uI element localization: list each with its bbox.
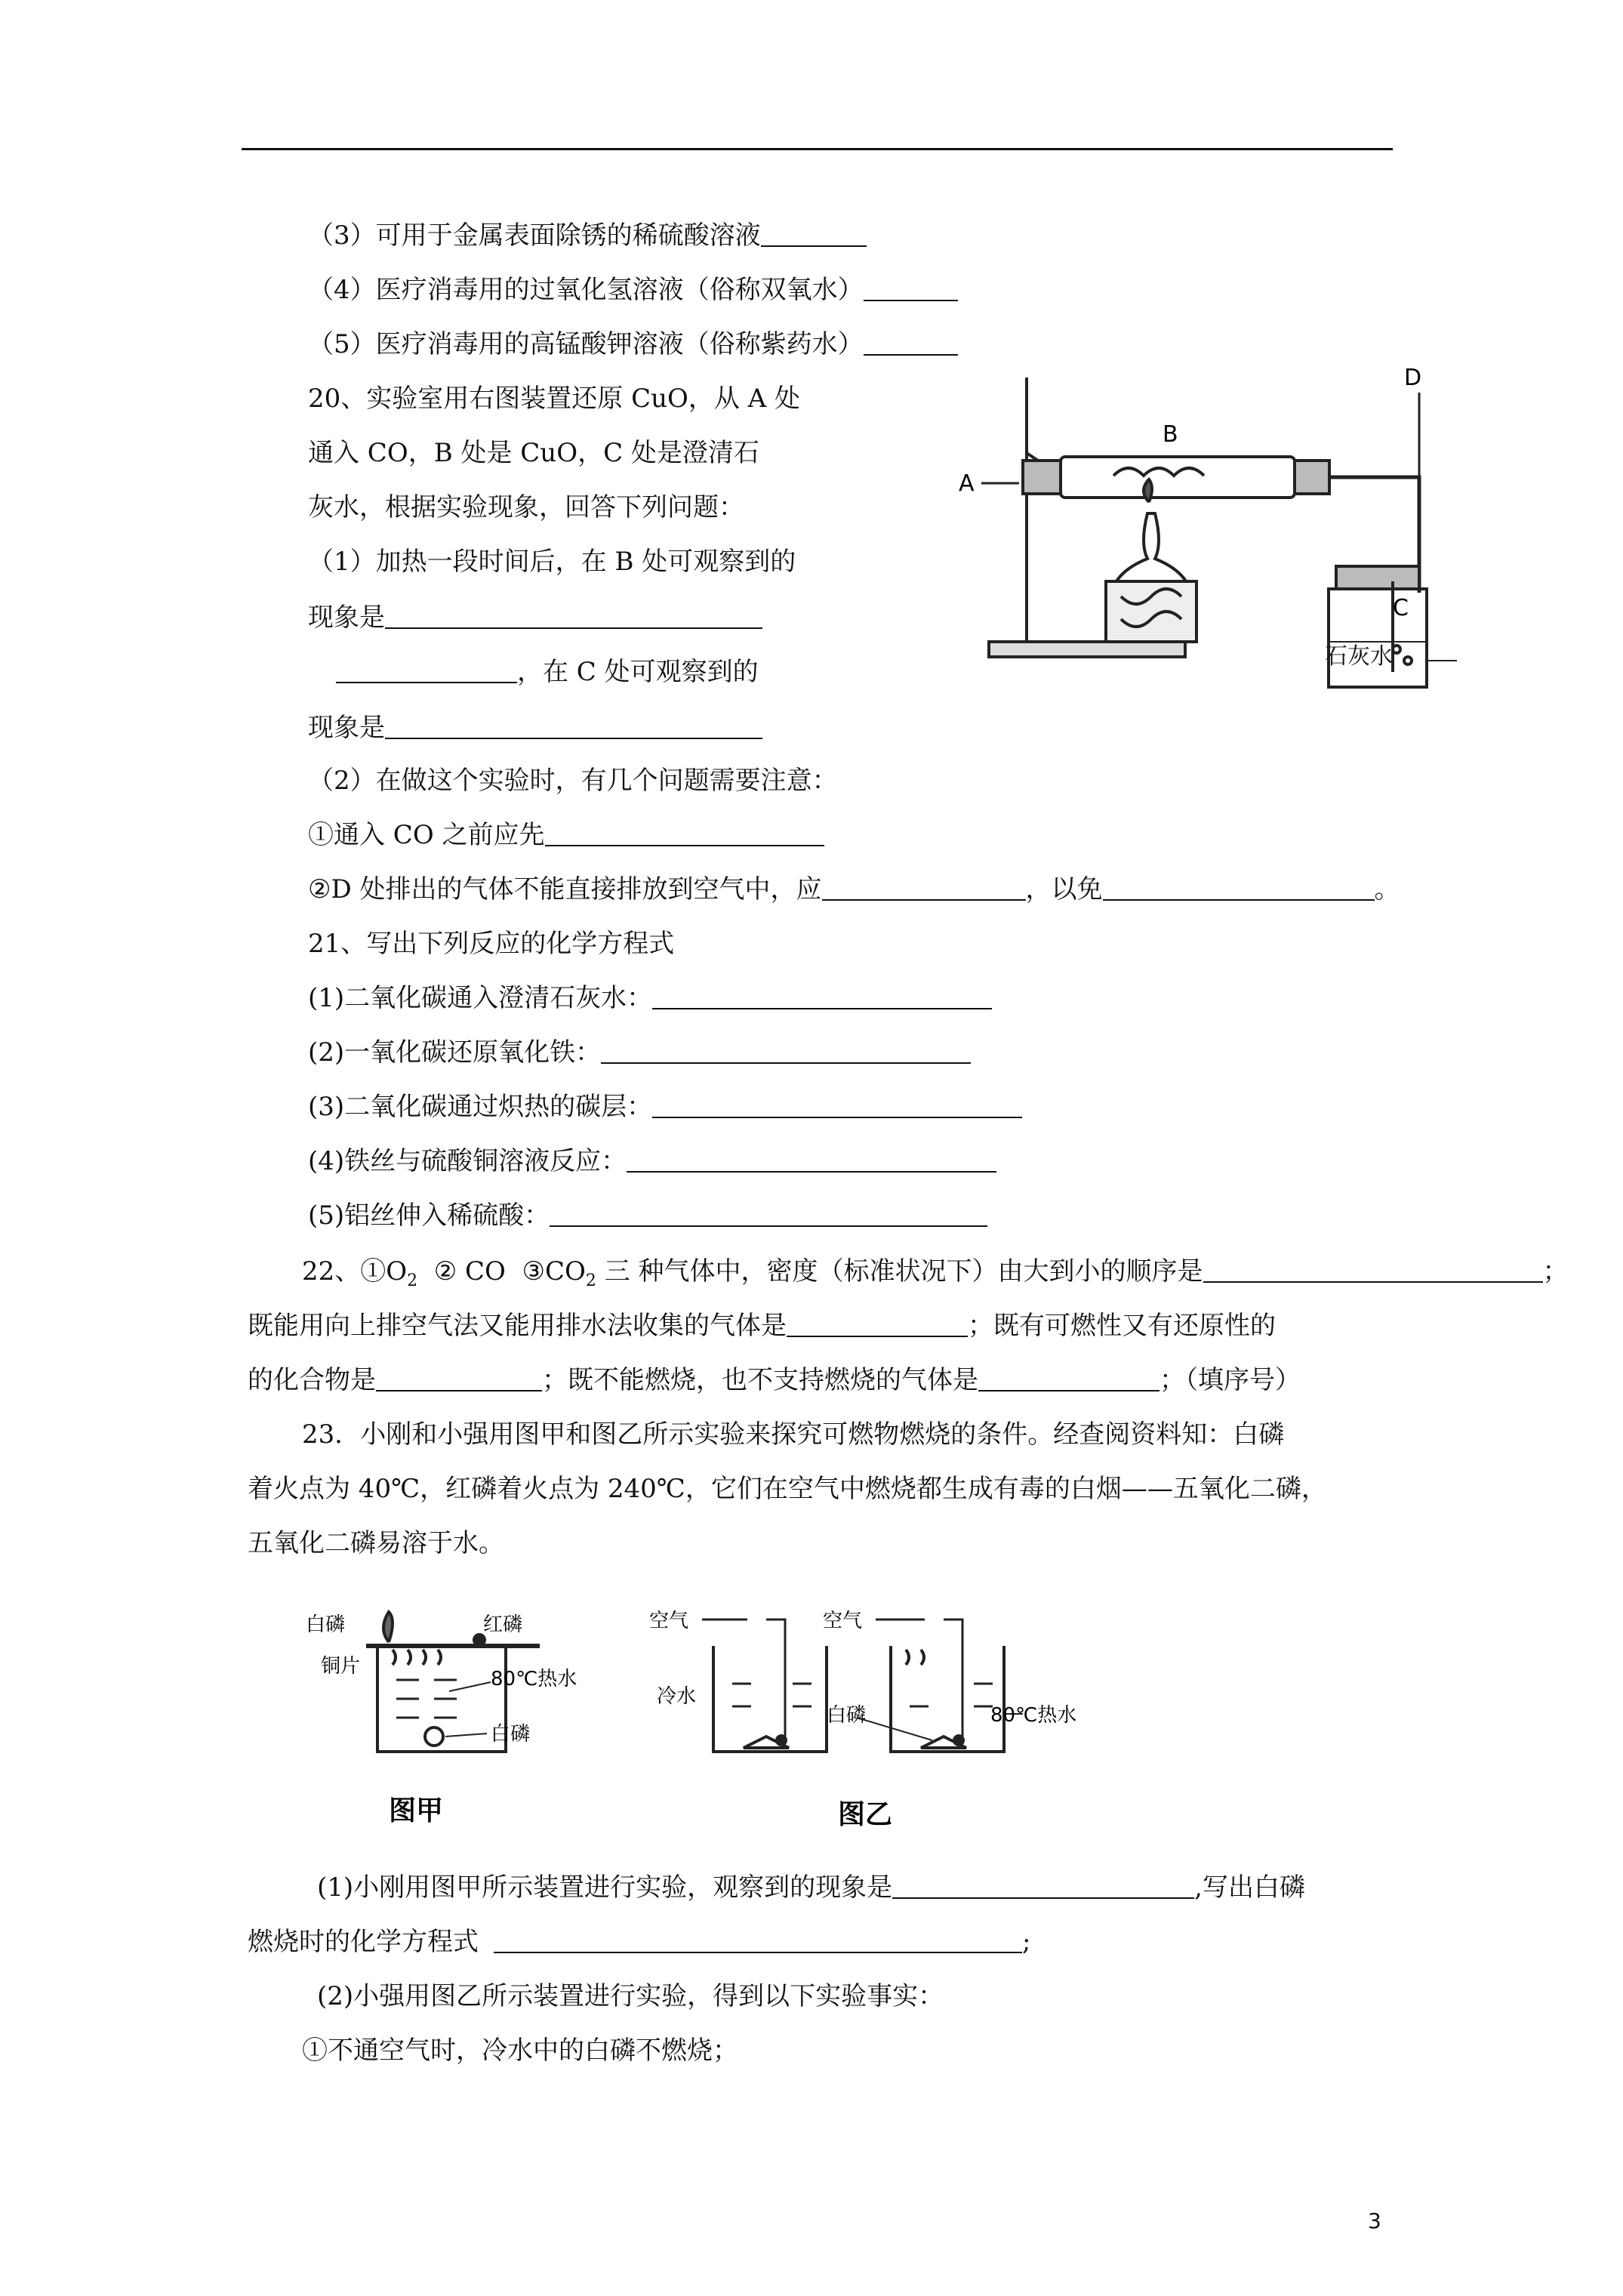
q22-line-2: 既能用向上排空气法又能用排水法收集的气体是 ；既有可燃性又有还原性的 xyxy=(248,1311,1276,1341)
q20-part-2a: ①通入 CO 之前应先 xyxy=(308,818,824,852)
q23-part-2a: ①不通空气时，冷水中的白磷不燃烧； xyxy=(302,2036,738,2066)
lamp-block xyxy=(1106,581,1196,642)
q20-part-2: （2）在做这个实验时，有几个问题需要注意： xyxy=(308,766,838,796)
answer-blank[interactable] xyxy=(385,715,762,739)
label-b: B xyxy=(1163,421,1178,448)
q21-item-1: (1)二氧化碳通入澄清石灰水： xyxy=(308,982,992,1015)
q23-line-2: 着火点为 40℃，红磷着火点为 240℃，它们在空气中燃烧都生成有毒的白烟——五氧化二磷， xyxy=(248,1474,1327,1504)
label-limewater: 石灰水 xyxy=(1325,643,1393,670)
label-white-p2: 白磷 xyxy=(491,1723,531,1746)
label-cold-water: 冷水 xyxy=(657,1685,697,1708)
steam-icon xyxy=(906,1650,924,1665)
answer-blank[interactable] xyxy=(376,1367,542,1391)
answer-blank[interactable] xyxy=(550,1203,987,1227)
flame-icon xyxy=(383,1612,393,1642)
q22-line-3: 的化合物是 ；既不能燃烧，也不支持燃烧的气体是 ；（填序号） xyxy=(248,1365,1301,1395)
figure-jia xyxy=(298,1601,593,1835)
flame-icon xyxy=(1144,479,1152,502)
q21-item-2: (2)一氧化碳还原氧化铁： xyxy=(308,1036,971,1069)
q19-item-4: （4）医疗消毒用的过氧化氢溶液（俗称双氧水） xyxy=(308,273,958,307)
q20-part-1-c-answer: 现象是 xyxy=(308,711,762,744)
q20-part-1: （1）加热一段时间后，在 B 处可观察到的 xyxy=(308,547,796,577)
stopper-right xyxy=(1295,461,1329,494)
label-hot-water: 80℃热水 xyxy=(491,1668,577,1690)
q19-item-5: （5）医疗消毒用的高锰酸钾溶液（俗称紫药水） xyxy=(308,328,958,361)
label-c: C xyxy=(1393,595,1409,621)
q20-part-2b: ②D 处排出的气体不能直接排放到空气中，应 ，以免 。 xyxy=(308,874,1400,905)
answer-blank[interactable] xyxy=(864,277,958,301)
label-copper: 铜片 xyxy=(321,1655,361,1678)
bottle-stopper xyxy=(1336,566,1419,589)
answer-blank[interactable] xyxy=(652,1094,1022,1118)
label-air-2: 空气 xyxy=(823,1610,863,1632)
label-white-p: 白磷 xyxy=(827,1704,867,1727)
caption-jia: 图甲 xyxy=(389,1795,444,1826)
q20-intro-3: 灰水，根据实验现象，回答下列问题： xyxy=(308,492,744,522)
answer-blank[interactable] xyxy=(1103,877,1375,901)
q20-part-1-cont: ，在 C 处可观察到的 xyxy=(336,655,759,689)
answer-blank[interactable] xyxy=(978,1367,1160,1391)
answer-blank[interactable] xyxy=(336,659,517,683)
label-a: A xyxy=(959,470,975,497)
cuo-powder xyxy=(1113,468,1204,476)
answer-blank[interactable] xyxy=(652,985,992,1009)
q21-item-4: (4)铁丝与硫酸铜溶液反应： xyxy=(308,1145,996,1178)
air-tube-1 xyxy=(766,1620,785,1737)
page-number: 3 xyxy=(1368,2208,1381,2233)
stopper-left xyxy=(1023,461,1061,494)
answer-blank[interactable] xyxy=(822,877,1026,901)
air-tube-2 xyxy=(944,1620,962,1737)
q21-item-3: (3)二氧化碳通过炽热的碳层： xyxy=(308,1090,1022,1123)
q23-line-1: 23．小刚和小强用图甲和图乙所示实验来探究可燃物燃烧的条件。经查阅资料知：白磷 xyxy=(302,1419,1285,1450)
stand-base xyxy=(989,642,1185,657)
glass-tube xyxy=(1061,457,1295,498)
answer-blank[interactable] xyxy=(864,331,958,356)
q23-part-1-cont: 燃烧时的化学方程式 ; xyxy=(248,1927,1031,1957)
q23-part-1: (1)小刚用图甲所示装置进行实验，观察到的现象是 ,写出白磷 xyxy=(317,1872,1305,1903)
q21-title: 21、写出下列反应的化学方程式 xyxy=(308,929,675,959)
label-white-p: 白磷 xyxy=(306,1613,346,1636)
label-red-p: 红磷 xyxy=(483,1613,523,1636)
answer-blank[interactable] xyxy=(545,822,824,846)
red-phosphorus xyxy=(474,1635,485,1645)
q20-part-1-answer: 现象是 xyxy=(308,601,762,634)
q20-intro-1: 20、实验室用右图装置还原 CuO，从 A 处 xyxy=(308,384,801,414)
figure-yi xyxy=(634,1601,1087,1835)
answer-blank[interactable] xyxy=(1203,1259,1543,1283)
answer-blank[interactable] xyxy=(385,605,762,629)
answer-blank[interactable] xyxy=(601,1040,971,1064)
beaker-cold xyxy=(713,1646,827,1752)
q22-line-1: 22、$①O_2$ ② CO $③CO_2$ 三 种气体中，密度（标准状况下）由大到小的顺序是 ； xyxy=(302,1256,1569,1290)
answer-blank[interactable] xyxy=(494,1929,1022,1953)
answer-blank[interactable] xyxy=(627,1148,996,1173)
answer-blank[interactable] xyxy=(787,1313,968,1337)
white-phosphorus-under-water xyxy=(425,1727,443,1746)
q23-line-3: 五氧化二磷易溶于水。 xyxy=(248,1528,504,1558)
caption-yi: 图乙 xyxy=(838,1799,893,1830)
answer-blank[interactable] xyxy=(761,223,867,247)
q19-item-3: （3）可用于金属表面除锈的稀硫酸溶液 xyxy=(308,219,867,252)
q23-part-2: (2)小强用图乙所示装置进行实验，得到以下实验事实： xyxy=(317,1981,944,2011)
answer-blank[interactable] xyxy=(892,1875,1194,1899)
header-rule xyxy=(242,148,1393,150)
label-d: D xyxy=(1404,365,1422,391)
q20-intro-2: 通入 CO，B 处是 CuO，C 处是澄清石 xyxy=(308,438,759,468)
label-hot-water: 80℃热水 xyxy=(990,1704,1077,1727)
q21-item-5: (5)铝丝伸入稀硫酸： xyxy=(308,1199,987,1232)
steam-icon xyxy=(393,1650,441,1665)
label-air-1: 空气 xyxy=(649,1610,689,1632)
